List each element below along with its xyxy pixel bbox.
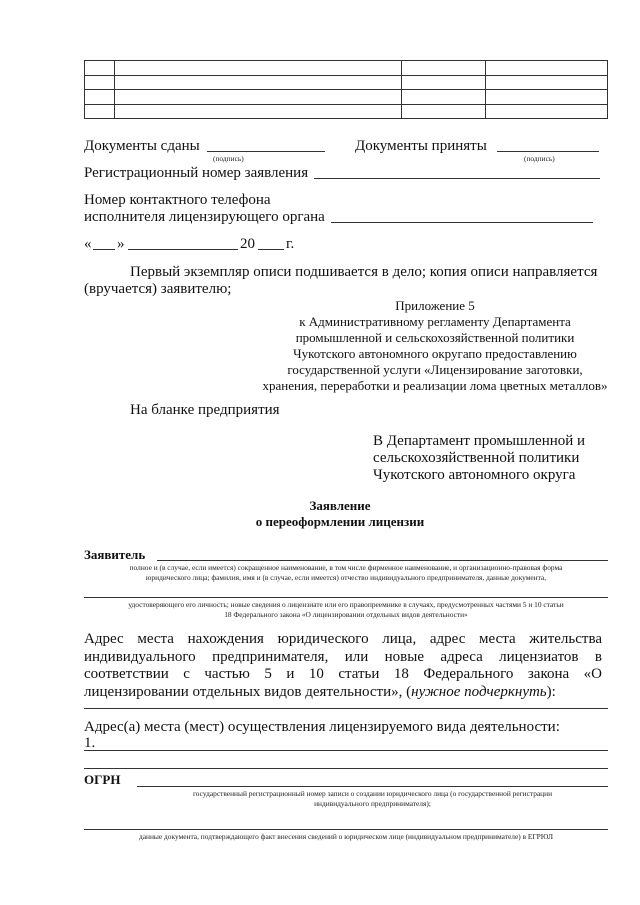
address-paragraph-line: соответствии с частью 5 и 10 статьи 18 Федерального закона «О — [84, 666, 602, 682]
date-day-field[interactable] — [93, 249, 115, 250]
applicant-field-line2[interactable] — [84, 597, 608, 598]
docs-submitted-label: Документы сданы — [84, 138, 200, 154]
appendix-line: Приложение 5 — [395, 298, 475, 313]
activity-address-field[interactable] — [84, 750, 608, 751]
ogrn-label: ОГРН — [84, 772, 121, 787]
note-line1: Первый экземпляр описи подшивается в дело; копия описи направляется — [130, 264, 598, 280]
applicant-hint: юридического лица; фамилия, имя и (в случае, если имеется) отчество индивидуального предпринимателя, данные документа, — [145, 573, 547, 582]
docs-accepted-signature-line[interactable] — [497, 151, 599, 152]
addressee-line: В Департамент промышленной и — [373, 433, 586, 449]
activity-address-item: 1. — [84, 735, 96, 751]
egrul-hint: данные документа, подтверждающего факт внесения сведений о юридическом лице (индивидуальном предпринимателе) в ЕГРЮЛ — [138, 832, 554, 841]
addressee-block — [373, 433, 585, 484]
table-row — [85, 61, 608, 76]
appendix-line: промышленной и сельскохозяйственной политики — [295, 330, 575, 345]
table-row — [85, 75, 608, 90]
date-suffix: г. — [286, 236, 295, 252]
date-year-field[interactable] — [258, 249, 284, 250]
signature-hint-left: (подпись) — [213, 154, 244, 163]
date-close-quote: » — [117, 236, 125, 252]
applicant-hint: полное и (в случае, если имеется) сокращенное наименование, в том числе фирменное наименование, и организационно-правовая форма — [129, 563, 563, 572]
ogrn-hint: индивидуального предпринимателя); — [314, 799, 431, 808]
address-paragraph — [84, 631, 602, 701]
ogrn-field[interactable] — [137, 786, 608, 787]
address-field[interactable] — [84, 708, 608, 709]
title-line2: о переоформлении лицензии — [255, 514, 425, 529]
activity-address-field-2[interactable] — [84, 768, 608, 769]
appendix-line: хранения, переработки и реализации лома цветных металлов» — [262, 378, 608, 393]
applicant-hint: 18 Федерального закона «О лицензировании отдельных видов деятельности» — [224, 610, 468, 619]
date-month-field[interactable] — [128, 249, 238, 250]
phone-field[interactable] — [331, 222, 593, 223]
ogrn-hint: государственный регистрационный номер записи о создании юридического лица (о государственной регистрации — [192, 789, 553, 798]
documents-table — [84, 60, 608, 119]
docs-submitted-signature-line[interactable] — [207, 151, 325, 152]
date-year-prefix: 20 — [240, 236, 255, 252]
reg-number-field[interactable] — [314, 178, 600, 179]
address-paragraph-line: Адрес места нахождения юридического лица, адрес места жительства — [84, 631, 602, 647]
address-paragraph-text: лицензировании отдельных видов деятельности», ( — [84, 683, 412, 700]
address-paragraph-line — [84, 684, 602, 702]
table-row — [85, 104, 608, 119]
phone-label-line2: исполнителя лицензирующего органа — [84, 209, 325, 225]
address-paragraph-italic: нужное подчеркнуть — [411, 683, 547, 700]
date-open-quote: « — [84, 236, 92, 252]
appendix-block — [260, 298, 610, 394]
appendix-line: государственной услуги «Лицензирование заготовки, — [287, 362, 583, 377]
reg-number-label: Регистрационный номер заявления — [84, 165, 309, 181]
appendix-line: Чукотского автономного округапо предоставлению — [293, 346, 577, 361]
addressee-line: сельскохозяйственной политики — [373, 450, 580, 466]
address-paragraph-line: индивидуального предпринимателя, или новые адреса лицензиатов в — [84, 648, 602, 665]
addressee-line: Чукотского автономного округа — [373, 467, 576, 483]
appendix-line: к Административному регламенту Департамента — [299, 314, 571, 329]
title-line1: Заявление — [309, 498, 371, 513]
phone-label-line1: Номер контактного телефона — [84, 192, 271, 208]
egrul-field[interactable] — [84, 829, 608, 830]
applicant-field[interactable] — [157, 560, 608, 561]
letterhead-note: На бланке предприятия — [130, 402, 280, 418]
signature-hint-right: (подпись) — [524, 154, 555, 163]
note-line2: (вручается) заявителю; — [84, 281, 232, 297]
applicant-label: Заявитель — [84, 547, 146, 562]
table-row — [85, 90, 608, 105]
address-paragraph-end: ): — [546, 683, 556, 700]
activity-address-label: Адрес(а) места (мест) осуществления лицензируемого вида деятельности: — [84, 719, 560, 735]
applicant-hint: удостоверяющего его личность; новые сведения о лицензиате или его правопреемнике в случаях, предусмотренных частями 5 и 10 статьи — [128, 600, 564, 609]
docs-accepted-label: Документы приняты — [355, 138, 487, 154]
